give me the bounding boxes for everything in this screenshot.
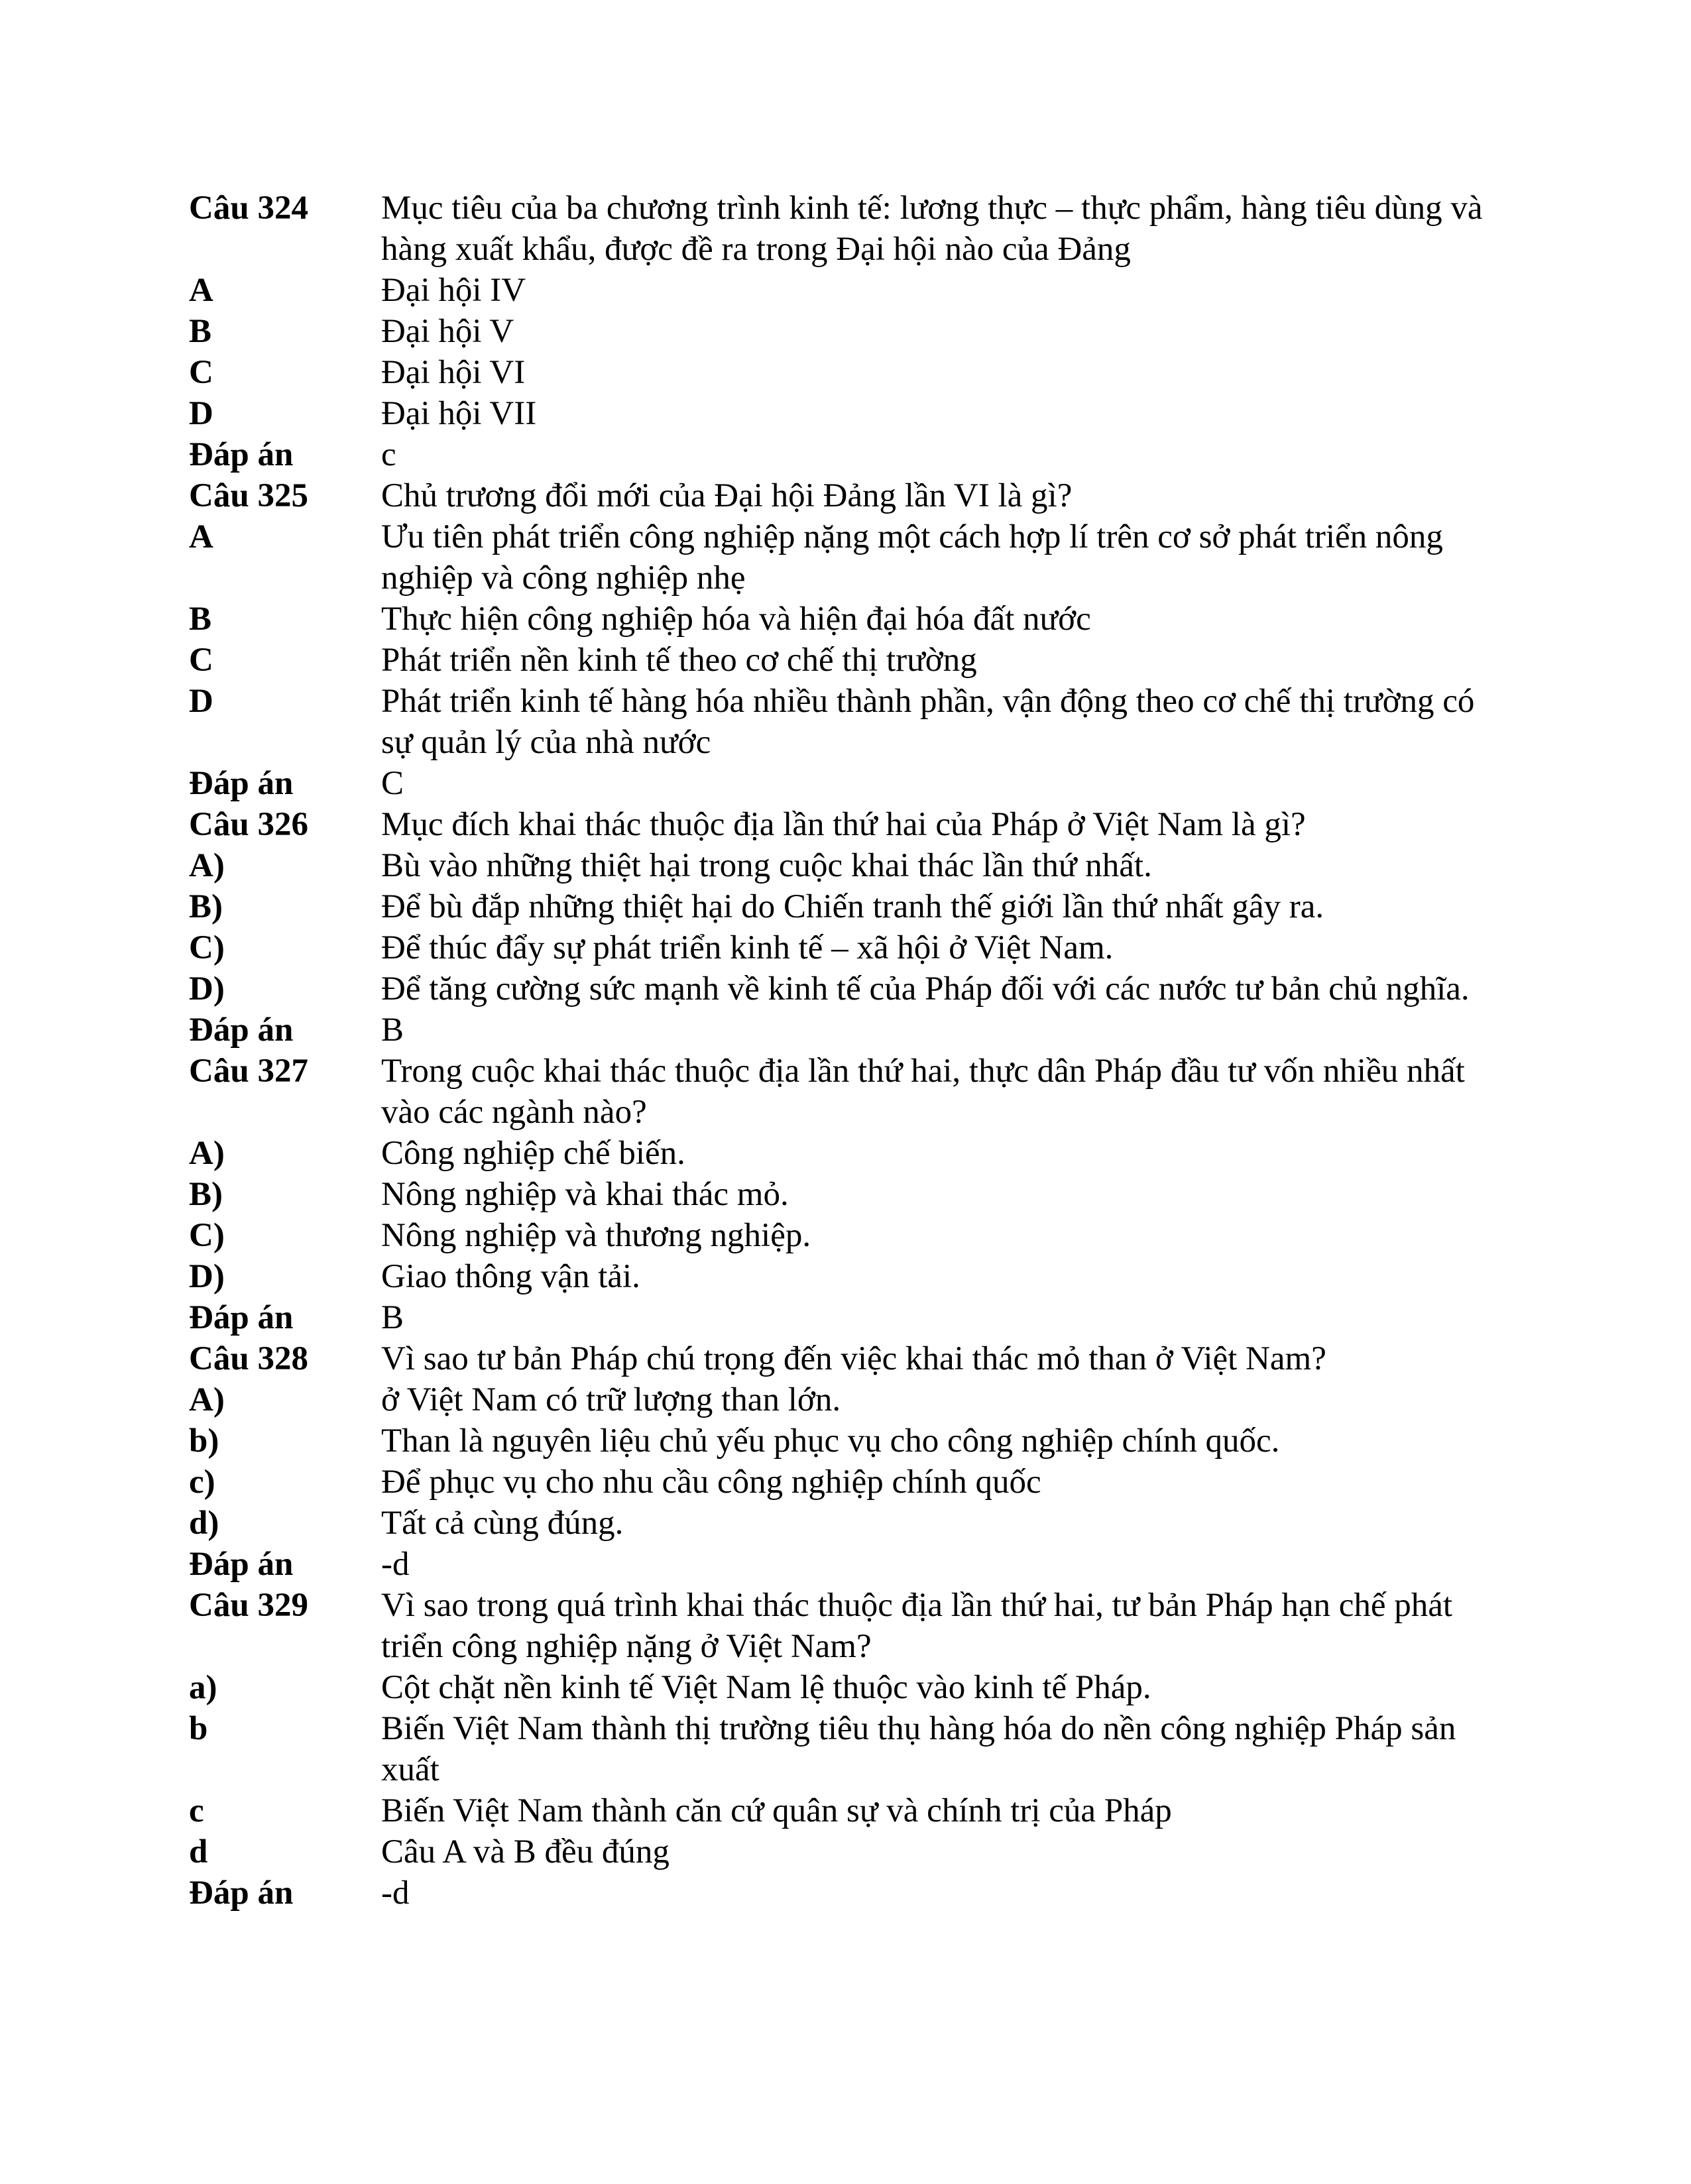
row-label: B (189, 601, 212, 638)
question-row (189, 475, 1488, 516)
row-text: Bù vào những thiệt hại trong cuộc khai thác lần thứ nhất. (381, 847, 1152, 884)
row-text: -d (381, 1874, 410, 1912)
row-text: Tất cả cùng đúng. (381, 1505, 624, 1542)
answer-row (189, 1872, 1488, 1914)
row-text: Để phục vụ cho nhu cầu công nghiệp chính quốc (381, 1464, 1041, 1501)
row-label: A) (189, 847, 225, 884)
question-row (189, 188, 1488, 270)
row-text: Công nghiệp chế biến. (381, 1135, 685, 1172)
row-label: A (189, 518, 213, 555)
option-row (189, 1503, 1488, 1544)
answer-row (189, 763, 1488, 804)
row-text: Vì sao tư bản Pháp chú trọng đến việc khai thác mỏ than ở Việt Nam? (381, 1340, 1326, 1377)
row-text: Chủ trương đổi mới của Đại hội Đảng lần VI là gì? (381, 477, 1073, 514)
row-text: Ưu tiên phát triển công nghiệp nặng một cách hợp lí trên cơ sở phát triển nông nghiệp và công nghiệp nhẹ (381, 518, 1443, 597)
row-text: c (381, 436, 396, 473)
row-label: A) (189, 1135, 225, 1172)
row-label: a) (189, 1669, 217, 1706)
option-row (189, 681, 1488, 763)
row-text: B (381, 1299, 404, 1336)
row-label: D (189, 395, 213, 432)
question-row (189, 1338, 1488, 1379)
option-row (189, 516, 1488, 599)
row-text: Trong cuộc khai thác thuộc địa lần thứ hai, thực dân Pháp đầu tư vốn nhiều nhất vào các ngành nào? (381, 1053, 1465, 1131)
option-row (189, 1667, 1488, 1708)
row-label: Đáp án (189, 1299, 294, 1336)
row-label: C) (189, 929, 225, 966)
option-row (189, 845, 1488, 886)
row-text: Câu A và B đều đúng (381, 1833, 670, 1870)
option-row (189, 640, 1488, 681)
option-row (189, 1174, 1488, 1215)
row-label: d (189, 1833, 208, 1870)
option-row (189, 1256, 1488, 1297)
row-text: Để thúc đẩy sự phát triển kinh tế – xã hội ở Việt Nam. (381, 929, 1114, 966)
row-text: Than là nguyên liệu chủ yếu phục vụ cho công nghiệp chính quốc. (381, 1422, 1280, 1460)
row-text: Để tăng cường sức mạnh về kinh tế của Pháp đối với các nước tư bản chủ nghĩa. (381, 970, 1470, 1007)
row-label: Đáp án (189, 1011, 294, 1049)
option-row (189, 270, 1488, 311)
question-row (189, 1585, 1488, 1667)
row-text: Mục tiêu của ba chương trình kinh tế: lương thực – thực phẩm, hàng tiêu dùng và hàng xuất khẩu, được đề ra trong Đại hội nào của Đảng (381, 190, 1483, 268)
row-label: Câu 325 (189, 477, 308, 514)
row-text: B (381, 1011, 404, 1049)
row-text: -d (381, 1546, 410, 1583)
row-label: B) (189, 1176, 223, 1213)
row-text: Đại hội V (381, 313, 514, 350)
option-row (189, 393, 1488, 434)
row-text: Biến Việt Nam thành thị trường tiêu thụ hàng hóa do nền công nghiệp Pháp sản xuất (381, 1710, 1456, 1788)
row-label: Đáp án (189, 765, 294, 802)
row-text: Để bù đắp những thiệt hại do Chiến tranh thế giới lần thứ nhất gây ra. (381, 888, 1324, 925)
row-label: d) (189, 1505, 219, 1542)
row-text: Cột chặt nền kinh tế Việt Nam lệ thuộc vào kinh tế Pháp. (381, 1669, 1151, 1706)
row-label: C (189, 642, 213, 679)
row-label: Đáp án (189, 1874, 294, 1912)
answer-row (189, 1544, 1488, 1585)
row-label: D) (189, 970, 225, 1007)
option-row (189, 1133, 1488, 1174)
question-row (189, 804, 1488, 845)
answer-row (189, 1009, 1488, 1051)
row-label: Câu 324 (189, 190, 308, 227)
row-text: Đại hội IV (381, 272, 526, 309)
option-row (189, 927, 1488, 968)
option-row (189, 886, 1488, 927)
answer-row (189, 1297, 1488, 1338)
option-row (189, 599, 1488, 640)
question-row (189, 1051, 1488, 1133)
row-text: Nông nghiệp và thương nghiệp. (381, 1217, 811, 1254)
row-label: B) (189, 888, 223, 925)
row-text: Biến Việt Nam thành căn cứ quân sự và chính trị của Pháp (381, 1792, 1172, 1829)
row-label: Câu 329 (189, 1587, 308, 1624)
row-label: C) (189, 1217, 225, 1254)
option-row (189, 1462, 1488, 1503)
row-text: Thực hiện công nghiệp hóa và hiện đại hóa đất nước (381, 601, 1091, 638)
row-label: A) (189, 1381, 225, 1418)
row-label: Câu 327 (189, 1053, 308, 1090)
row-text: Phát triển kinh tế hàng hóa nhiều thành phần, vận động theo cơ chế thị trường có sự quản lý của nhà nước (381, 683, 1475, 761)
option-row (189, 1215, 1488, 1256)
option-row (189, 1379, 1488, 1420)
row-label: D) (189, 1258, 225, 1295)
row-label: A (189, 272, 213, 309)
option-row (189, 1420, 1488, 1462)
row-label: Câu 326 (189, 806, 308, 843)
option-row (189, 352, 1488, 393)
row-text: ở Việt Nam có trữ lượng than lớn. (381, 1381, 841, 1418)
row-label: b) (189, 1422, 219, 1460)
document-body (189, 188, 1488, 1914)
row-text: Mục đích khai thác thuộc địa lần thứ hai của Pháp ở Việt Nam là gì? (381, 806, 1306, 843)
row-label: B (189, 313, 212, 350)
row-text: Vì sao trong quá trình khai thác thuộc địa lần thứ hai, tư bản Pháp hạn chế phát triển công nghiệp nặng ở Việt Nam? (381, 1587, 1453, 1665)
row-text: C (381, 765, 404, 802)
option-row (189, 1790, 1488, 1831)
row-label: Đáp án (189, 1546, 294, 1583)
row-label: b (189, 1710, 208, 1747)
row-text: Đại hội VII (381, 395, 537, 432)
row-label: c (189, 1792, 204, 1829)
option-row (189, 968, 1488, 1009)
row-label: c) (189, 1464, 215, 1501)
option-row (189, 1831, 1488, 1872)
row-text: Giao thông vận tải. (381, 1258, 640, 1295)
option-row (189, 311, 1488, 352)
row-text: Nông nghiệp và khai thác mỏ. (381, 1176, 789, 1213)
row-text: Đại hội VI (381, 354, 526, 391)
row-label: D (189, 683, 213, 720)
row-label: Câu 328 (189, 1340, 308, 1377)
option-row (189, 1708, 1488, 1790)
row-label: Đáp án (189, 436, 294, 473)
row-text: Phát triển nền kinh tế theo cơ chế thị trường (381, 642, 977, 679)
row-label: C (189, 354, 213, 391)
answer-row (189, 434, 1488, 475)
